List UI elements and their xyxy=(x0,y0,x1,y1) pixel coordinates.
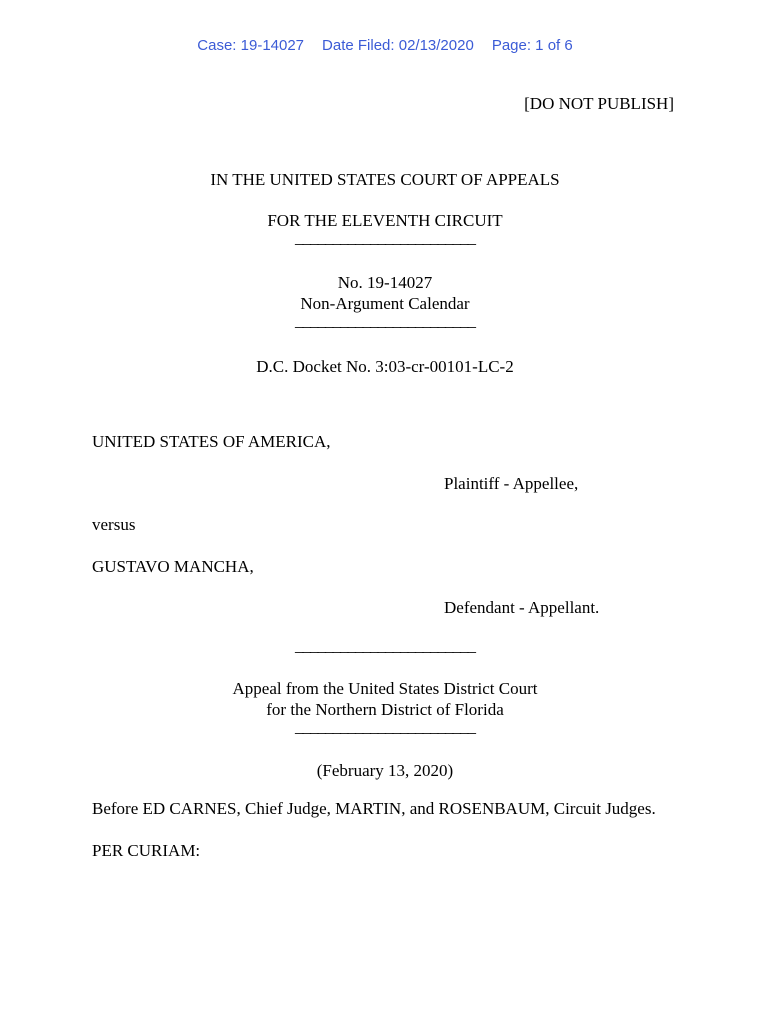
divider-rule-1: ________________________ xyxy=(295,228,475,247)
plaintiff-role: Plaintiff - Appellee, xyxy=(444,474,579,493)
defendant-name: GUSTAVO MANCHA, xyxy=(92,557,254,576)
publish-tag: [DO NOT PUBLISH] xyxy=(524,94,674,113)
district-court: for the Northern District of Florida xyxy=(266,700,504,719)
court-name: IN THE UNITED STATES COURT OF APPEALS xyxy=(210,170,560,189)
page-count-stamp: Page: 1 of 6 xyxy=(491,37,573,54)
calendar-type: Non-Argument Calendar xyxy=(300,294,470,313)
divider-rule-4: ________________________ xyxy=(295,717,475,736)
docket-number: D.C. Docket No. 3:03-cr-00101-LC-2 xyxy=(256,357,514,376)
versus-label: versus xyxy=(92,515,136,534)
panel-judges: Before ED CARNES, Chief Judge, MARTIN, and ROSENBAUM, Circuit Judges. xyxy=(92,799,656,818)
defendant-role: Defendant - Appellant. xyxy=(444,598,600,617)
case-number-stamp: Case: 19-14027 xyxy=(197,37,305,54)
case-number: No. 19-14027 xyxy=(337,273,433,292)
decision-date: (February 13, 2020) xyxy=(316,761,454,780)
plaintiff-name: UNITED STATES OF AMERICA, xyxy=(92,432,331,451)
appeal-from: Appeal from the United States District Court xyxy=(232,679,538,698)
circuit-name: FOR THE ELEVENTH CIRCUIT xyxy=(267,211,503,230)
divider-rule-3: ________________________ xyxy=(295,636,475,655)
divider-rule-2: ________________________ xyxy=(295,311,475,330)
per-curiam: PER CURIAM: xyxy=(92,841,201,860)
filing-stamp xyxy=(0,37,770,54)
date-filed-stamp: Date Filed: 02/13/2020 xyxy=(322,37,474,54)
